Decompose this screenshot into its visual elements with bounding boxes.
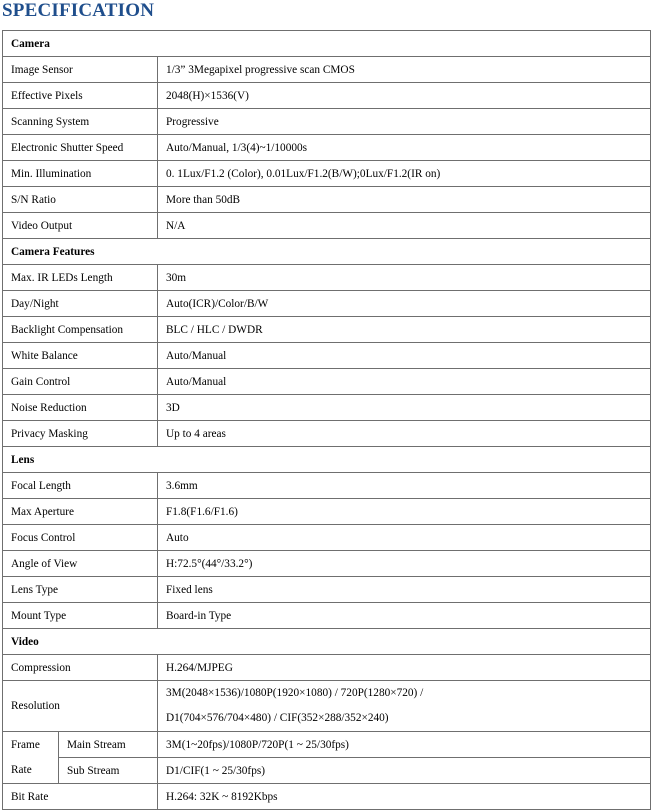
table-row — [3, 499, 651, 525]
section-title: Camera Features — [3, 239, 651, 265]
spec-sublabel: Main Stream — [59, 732, 158, 758]
spec-label: Lens Type — [3, 577, 158, 603]
spec-label: Mount Type — [3, 603, 158, 629]
spec-value: Board-in Type — [158, 603, 651, 629]
spec-value: 3.6mm — [158, 473, 651, 499]
spec-value: N/A — [158, 213, 651, 239]
spec-value: D1/CIF(1 ~ 25/30fps) — [158, 758, 651, 784]
frame-rate-label-line-2: Rate — [11, 763, 32, 776]
spec-value: Auto/Manual — [158, 369, 651, 395]
spec-value: Fixed lens — [158, 577, 651, 603]
spec-label: Scanning System — [3, 109, 158, 135]
specification-table — [2, 30, 651, 810]
page-title: SPECIFICATION — [2, 0, 155, 21]
section-camera — [3, 31, 651, 57]
resolution-label: Resolution — [11, 700, 60, 712]
spec-label: Noise Reduction — [3, 395, 158, 421]
spec-label: Min. Illumination — [3, 161, 158, 187]
table-row — [3, 213, 651, 239]
table-row — [3, 265, 651, 291]
table-row — [3, 135, 651, 161]
table-row — [3, 187, 651, 213]
spec-value: F1.8(F1.6/F1.6) — [158, 499, 651, 525]
spec-value: BLC / HLC / DWDR — [158, 317, 651, 343]
table-row — [3, 83, 651, 109]
spec-label: Angle of View — [3, 551, 158, 577]
spec-label: White Balance — [3, 343, 158, 369]
section-lens — [3, 447, 651, 473]
spec-label: Day/Night — [3, 291, 158, 317]
spec-value: Auto(ICR)/Color/B/W — [158, 291, 651, 317]
table-row — [3, 109, 651, 135]
spec-label: Effective Pixels — [3, 83, 158, 109]
table-row — [3, 317, 651, 343]
table-row — [3, 655, 651, 681]
spec-value: 3D — [158, 395, 651, 421]
spec-label: Bit Rate — [3, 784, 158, 810]
spec-label: Video Output — [3, 213, 158, 239]
spec-label: Image Sensor — [3, 57, 158, 83]
table-row — [3, 161, 651, 187]
table-row — [3, 784, 651, 810]
spec-value: 2048(H)×1536(V) — [158, 83, 651, 109]
spec-label: Compression — [3, 655, 158, 681]
spec-label: Focal Length — [3, 473, 158, 499]
section-camera-features — [3, 239, 651, 265]
table-row — [3, 577, 651, 603]
spec-value: H.264/MJPEG — [158, 655, 651, 681]
frame-rate-label-line-1: Frame — [11, 738, 40, 751]
table-row — [3, 395, 651, 421]
spec-value: Auto/Manual, 1/3(4)~1/10000s — [158, 135, 651, 161]
spec-value: Up to 4 areas — [158, 421, 651, 447]
spec-value: 3M(1~20fps)/1080P/720P(1 ~ 25/30fps) — [158, 732, 651, 758]
table-row-sub-stream — [3, 758, 651, 784]
spec-value: 30m — [158, 265, 651, 291]
spec-value: More than 50dB — [158, 187, 651, 213]
spec-label: S/N Ratio — [3, 187, 158, 213]
spec-sublabel: Sub Stream — [59, 758, 158, 784]
resolution-line-1: 3M(2048×1536)/1080P(1920×1080) / 720P(1280×720) / — [166, 687, 424, 699]
table-row — [3, 343, 651, 369]
table-row — [3, 57, 651, 83]
spec-value — [158, 681, 651, 732]
table-row — [3, 421, 651, 447]
spec-value: H.264: 32K ~ 8192Kbps — [158, 784, 651, 810]
spec-label: Electronic Shutter Speed — [3, 135, 158, 161]
spec-label: Max Aperture — [3, 499, 158, 525]
section-title: Lens — [3, 447, 651, 473]
table-row — [3, 369, 651, 395]
spec-label: Backlight Compensation — [3, 317, 158, 343]
table-row — [3, 291, 651, 317]
spec-label — [3, 681, 158, 732]
spec-value: Auto/Manual — [158, 343, 651, 369]
spec-label: Gain Control — [3, 369, 158, 395]
table-row — [3, 603, 651, 629]
spec-label: Privacy Masking — [3, 421, 158, 447]
spec-value: H:72.5°(44°/33.2°) — [158, 551, 651, 577]
table-row — [3, 473, 651, 499]
table-row — [3, 551, 651, 577]
spec-value: 1/3” 3Megapixel progressive scan CMOS — [158, 57, 651, 83]
table-row-resolution — [3, 681, 651, 732]
table-row — [3, 525, 651, 551]
spec-label: Max. IR LEDs Length — [3, 265, 158, 291]
spec-value: 0. 1Lux/F1.2 (Color), 0.01Lux/F1.2(B/W);0Lux/F1.2(IR on) — [158, 161, 651, 187]
section-title: Camera — [3, 31, 651, 57]
spec-value: Auto — [158, 525, 651, 551]
section-title: Video — [3, 629, 651, 655]
spec-label: Focus Control — [3, 525, 158, 551]
table-row-main-stream — [3, 732, 651, 758]
spec-value: Progressive — [158, 109, 651, 135]
section-video — [3, 629, 651, 655]
frame-rate-label — [3, 732, 59, 784]
resolution-line-2: D1(704×576/704×480) / CIF(352×288/352×240) — [166, 712, 389, 724]
